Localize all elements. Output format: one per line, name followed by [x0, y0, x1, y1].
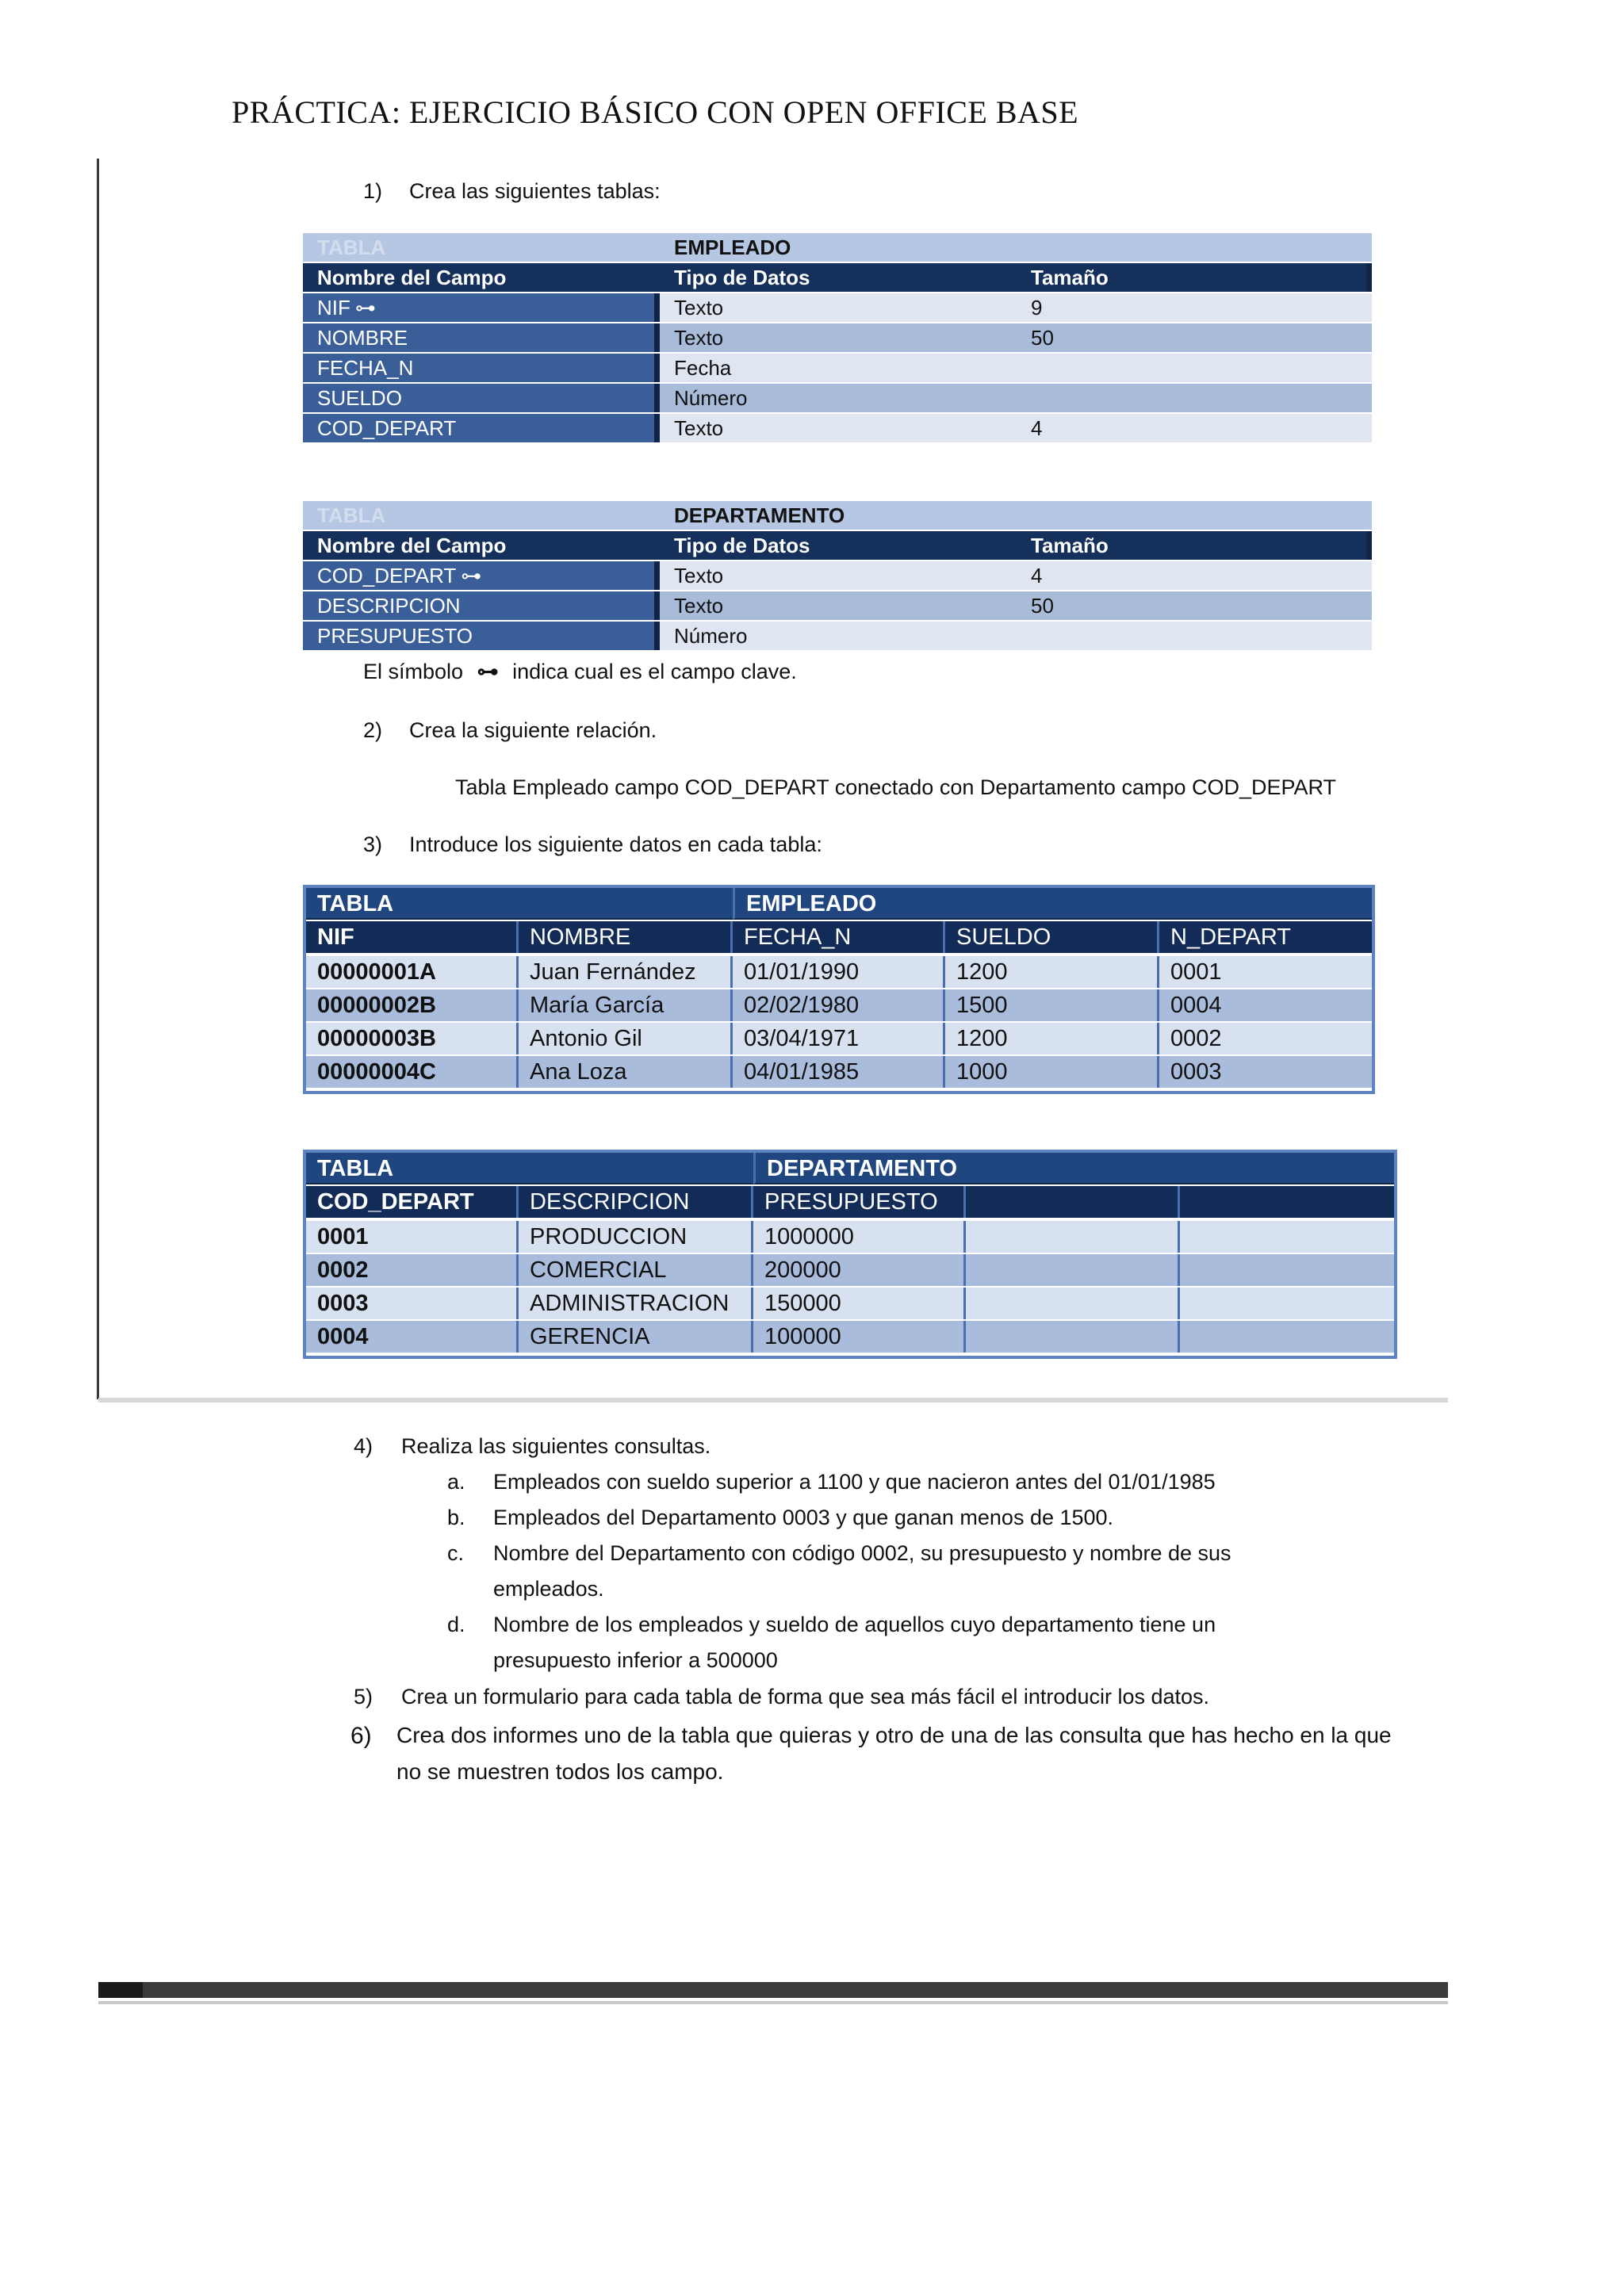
size-cell — [1017, 622, 1372, 650]
table-cell: 02/02/1980 — [733, 989, 945, 1021]
table-row — [303, 591, 1372, 620]
table-name: EMPLEADO — [660, 233, 1017, 262]
table-row — [306, 1056, 1372, 1089]
step-text: Introduce los siguiente datos en cada tabla: — [409, 832, 822, 856]
table-row — [306, 1221, 1394, 1254]
key-icon: ⊶ — [354, 296, 376, 320]
empleado-definition-table — [303, 233, 1372, 442]
key-note-after: indica cual es el campo clave. — [512, 660, 797, 683]
section-divider — [98, 1398, 1448, 1402]
footer-line — [98, 2001, 1448, 2004]
empty-column-header — [1180, 1186, 1394, 1218]
table-header-row — [306, 1153, 1394, 1186]
table-cell: 00000004C — [306, 1056, 519, 1088]
table-name: EMPLEADO — [733, 888, 1372, 920]
size-cell: 4 — [1017, 414, 1372, 442]
column-headers-row — [306, 1186, 1394, 1219]
size-cell: 50 — [1017, 591, 1372, 620]
empty-cell — [1180, 1221, 1394, 1253]
table-cell: 100000 — [753, 1321, 966, 1353]
table-row — [306, 1321, 1394, 1354]
relation-detail: Tabla Empleado campo COD_DEPART conectado con Departamento campo COD_DEPART — [455, 775, 1337, 799]
table-cell: 04/01/1985 — [733, 1056, 945, 1088]
query-letter: d. — [447, 1613, 465, 1636]
type-cell: Fecha — [660, 354, 1017, 382]
table-cell: 0002 — [1159, 1023, 1372, 1054]
table-header-row — [303, 501, 1372, 530]
column-headers-row — [306, 921, 1372, 955]
type-cell: Texto — [660, 323, 1017, 352]
step-number: 6) — [350, 1723, 372, 1749]
empty-cell — [966, 1288, 1180, 1319]
footer-bar — [98, 1982, 1448, 1998]
table-row — [303, 354, 1372, 382]
table-row — [306, 1023, 1372, 1056]
step-number: 1) — [363, 179, 383, 203]
field-cell: COD_DEPART — [303, 414, 660, 442]
step-text: Crea un formulario para cada tabla de forma que sea más fácil el introducir los datos. — [401, 1685, 1210, 1709]
step-text: Crea la siguiente relación. — [409, 718, 657, 742]
step-text: Crea las siguientes tablas: — [409, 179, 661, 203]
key-note — [363, 660, 797, 684]
field-cell — [303, 561, 660, 590]
column-header: Tamaño — [1017, 531, 1372, 560]
table-cell: PRODUCCION — [519, 1221, 753, 1253]
field-cell: FECHA_N — [303, 354, 660, 382]
column-header: NIF — [306, 921, 519, 953]
table-header-row — [303, 233, 1372, 262]
table-row — [303, 561, 1372, 590]
table-cell: 0003 — [1159, 1056, 1372, 1088]
table-cell: 0001 — [306, 1221, 519, 1253]
query-text-continued: empleados. — [493, 1577, 604, 1601]
column-header: N_DEPART — [1159, 921, 1372, 953]
tabla-label: TABLA — [303, 233, 660, 262]
column-header: NOMBRE — [519, 921, 733, 953]
query-text: Nombre de los empleados y sueldo de aquellos cuyo departamento tiene un — [493, 1613, 1216, 1636]
table-name: DEPARTAMENTO — [753, 1153, 1394, 1184]
query-letter: b. — [447, 1506, 465, 1529]
query-letter: a. — [447, 1470, 465, 1494]
key-icon: ⊶ — [477, 660, 499, 683]
table-cell: 0002 — [306, 1254, 519, 1286]
field-name: COD_DEPART — [317, 564, 457, 587]
tabla-label: TABLA — [303, 501, 660, 530]
table-cell: 1200 — [945, 956, 1159, 988]
departamento-data-table — [303, 1150, 1397, 1359]
table-cell: 0004 — [1159, 989, 1372, 1021]
column-header: COD_DEPART — [306, 1186, 519, 1218]
empty-cell — [1180, 1288, 1394, 1319]
column-headers-row — [303, 531, 1372, 560]
table-cell: 00000002B — [306, 989, 519, 1021]
table-row — [303, 384, 1372, 412]
table-cell: 1000000 — [753, 1221, 966, 1253]
step-text: Realiza las siguientes consultas. — [401, 1434, 711, 1458]
table-row — [306, 1288, 1394, 1321]
type-cell: Número — [660, 622, 1017, 650]
tabla-label: TABLA — [306, 1153, 753, 1184]
type-cell: Texto — [660, 293, 1017, 322]
empty-cell — [966, 1221, 1180, 1253]
table-cell: 1200 — [945, 1023, 1159, 1054]
empty-cell — [1180, 1254, 1394, 1286]
table-row — [303, 293, 1372, 322]
table-cell: 0001 — [1159, 956, 1372, 988]
step-number: 4) — [354, 1434, 373, 1458]
table-cell: 0004 — [306, 1321, 519, 1353]
query-text-continued: presupuesto inferior a 500000 — [493, 1648, 778, 1672]
field-cell: SUELDO — [303, 384, 660, 412]
table-cell: ADMINISTRACION — [519, 1288, 753, 1319]
table-row — [303, 622, 1372, 650]
type-cell: Número — [660, 384, 1017, 412]
size-cell: 50 — [1017, 323, 1372, 352]
type-cell: Texto — [660, 561, 1017, 590]
table-cell: 1500 — [945, 989, 1159, 1021]
table-cell: Juan Fernández — [519, 956, 733, 988]
empty-column-header — [966, 1186, 1180, 1218]
empty-cell — [966, 1321, 1180, 1353]
column-header: SUELDO — [945, 921, 1159, 953]
table-row — [306, 1254, 1394, 1288]
table-cell: 0003 — [306, 1288, 519, 1319]
table-cell: GERENCIA — [519, 1321, 753, 1353]
table-cell: 01/01/1990 — [733, 956, 945, 988]
footer-bar-accent — [98, 1982, 143, 1998]
type-cell: Texto — [660, 591, 1017, 620]
table-cell: María García — [519, 989, 733, 1021]
table-cell: Ana Loza — [519, 1056, 733, 1088]
field-cell: PRESUPUESTO — [303, 622, 660, 650]
column-header: Tipo de Datos — [660, 263, 1017, 292]
table-cell: 00000001A — [306, 956, 519, 988]
table-header-row — [306, 888, 1372, 921]
column-header: FECHA_N — [733, 921, 945, 953]
empleado-data-table — [303, 885, 1375, 1094]
key-icon: ⊶ — [461, 564, 482, 587]
query-letter: c. — [447, 1541, 465, 1565]
field-cell — [303, 293, 660, 322]
table-cell: 150000 — [753, 1288, 966, 1319]
tabla-label: TABLA — [306, 888, 733, 920]
table-name: DEPARTAMENTO — [660, 501, 1017, 530]
column-headers-row — [303, 263, 1372, 292]
size-cell: 4 — [1017, 561, 1372, 590]
header-blank-cell — [1017, 233, 1372, 262]
table-row — [303, 414, 1372, 442]
type-cell: Texto — [660, 414, 1017, 442]
table-cell: 1000 — [945, 1056, 1159, 1088]
left-margin-line — [97, 159, 99, 1399]
table-row — [306, 989, 1372, 1023]
step-text-continued: no se muestren todos los campo. — [396, 1759, 724, 1784]
table-cell: Antonio Gil — [519, 1023, 733, 1054]
table-cell: 200000 — [753, 1254, 966, 1286]
column-header: Nombre del Campo — [303, 531, 660, 560]
table-cell: 03/04/1971 — [733, 1023, 945, 1054]
field-cell: NOMBRE — [303, 323, 660, 352]
empty-cell — [966, 1254, 1180, 1286]
column-header: DESCRIPCION — [519, 1186, 753, 1218]
size-cell — [1017, 354, 1372, 382]
step-number: 5) — [354, 1685, 373, 1709]
header-blank-cell — [1017, 501, 1372, 530]
query-text: Nombre del Departamento con código 0002, su presupuesto y nombre de sus — [493, 1541, 1231, 1565]
table-cell: 00000003B — [306, 1023, 519, 1054]
empty-cell — [1180, 1321, 1394, 1353]
column-header: PRESUPUESTO — [753, 1186, 966, 1218]
key-note-before: El símbolo — [363, 660, 464, 683]
column-header: Nombre del Campo — [303, 263, 660, 292]
column-header: Tipo de Datos — [660, 531, 1017, 560]
query-text: Empleados con sueldo superior a 1100 y que nacieron antes del 01/01/1985 — [493, 1470, 1216, 1494]
page-title: PRÁCTICA: EJERCICIO BÁSICO CON OPEN OFFICE BASE — [232, 94, 1079, 130]
step-number: 2) — [363, 718, 383, 742]
field-name: NIF — [317, 296, 350, 320]
query-text: Empleados del Departamento 0003 y que ganan menos de 1500. — [493, 1506, 1114, 1529]
size-cell — [1017, 384, 1372, 412]
table-cell: COMERCIAL — [519, 1254, 753, 1286]
table-row — [303, 323, 1372, 352]
field-cell: DESCRIPCION — [303, 591, 660, 620]
departamento-definition-table — [303, 501, 1372, 650]
step-number: 3) — [363, 832, 383, 856]
table-row — [306, 956, 1372, 989]
column-header: Tamaño — [1017, 263, 1372, 292]
size-cell: 9 — [1017, 293, 1372, 322]
step-text: Crea dos informes uno de la tabla que quieras y otro de una de las consulta que has hecho en la que — [396, 1723, 1392, 1747]
